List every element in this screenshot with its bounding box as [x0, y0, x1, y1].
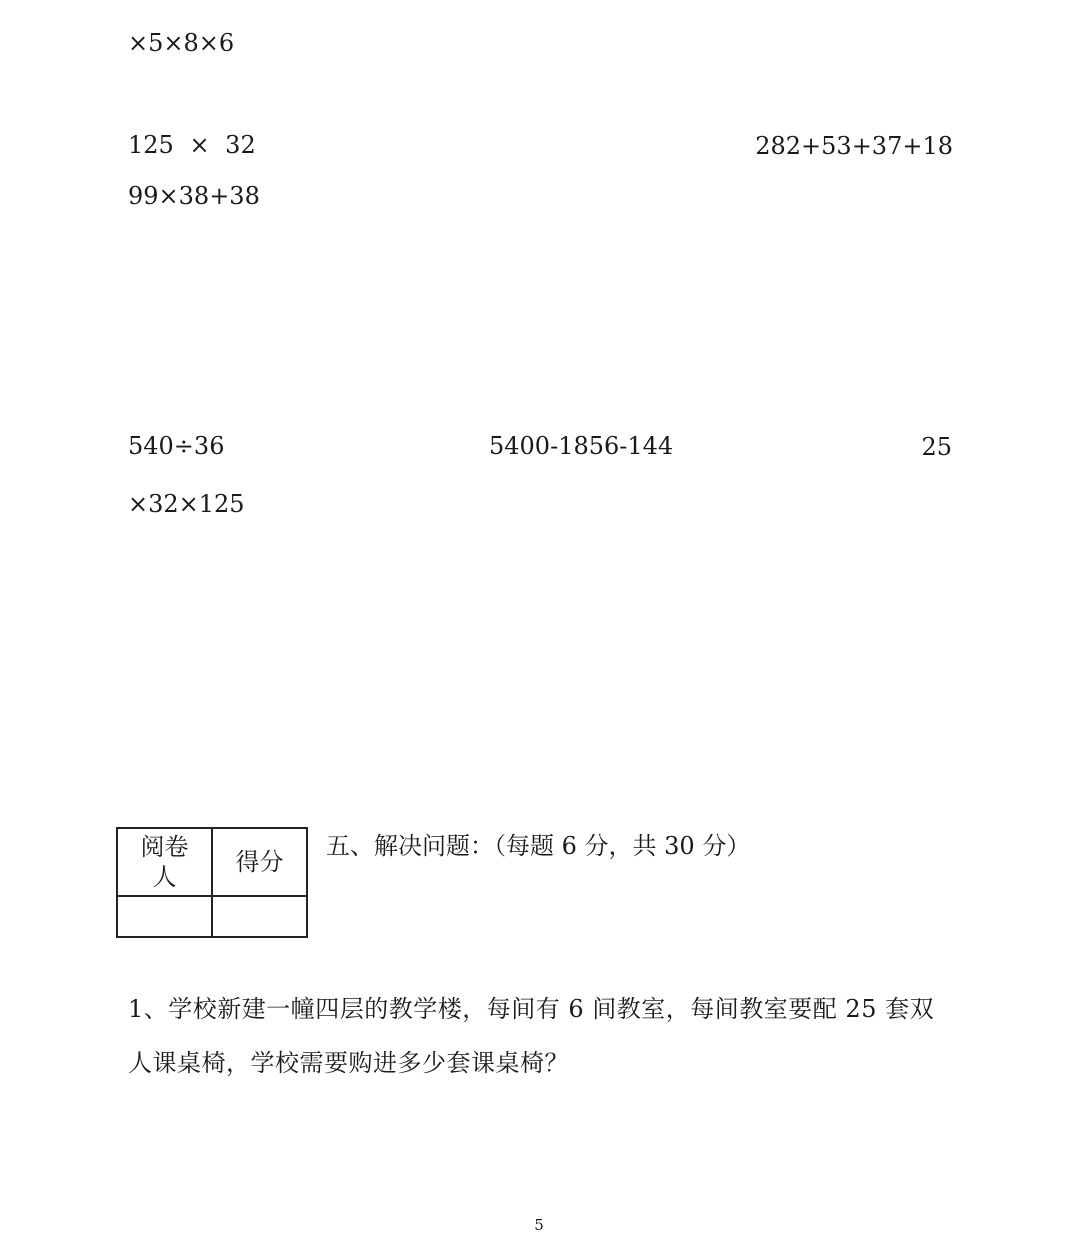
expression-line-1: ×5×8×6	[128, 29, 235, 57]
expression-125x32: 125 × 32	[128, 131, 256, 159]
score-table	[116, 827, 308, 938]
reviewer-header-cell	[117, 828, 212, 896]
expression-x32x125: ×32×125	[128, 490, 245, 518]
reviewer-label-line2: 人	[152, 863, 177, 891]
expression-25: 25	[921, 433, 952, 461]
expression-99x38: 99×38+38	[128, 182, 260, 210]
reviewer-entry-cell	[117, 896, 212, 937]
problem-1-text: 1、学校新建一幢四层的教学楼，每间有 6 间教室，每间教室要配 25 套双人课桌椅，学校需要购进多少套课桌椅？	[128, 995, 935, 1077]
expression-5400-minus: 5400-1856-144	[489, 432, 674, 460]
score-label: 得分	[235, 848, 284, 876]
page-number: 5	[534, 1216, 544, 1234]
section-5-title: 五、解决问题：（每题 6 分，共 30 分）	[326, 832, 751, 860]
expression-282-sum: 282+53+37+18	[755, 132, 953, 160]
reviewer-label-line1: 阅卷	[140, 833, 189, 861]
score-entry-cell	[212, 896, 307, 937]
score-header-cell	[212, 828, 307, 896]
expression-540-div-36: 540÷36	[128, 432, 225, 460]
